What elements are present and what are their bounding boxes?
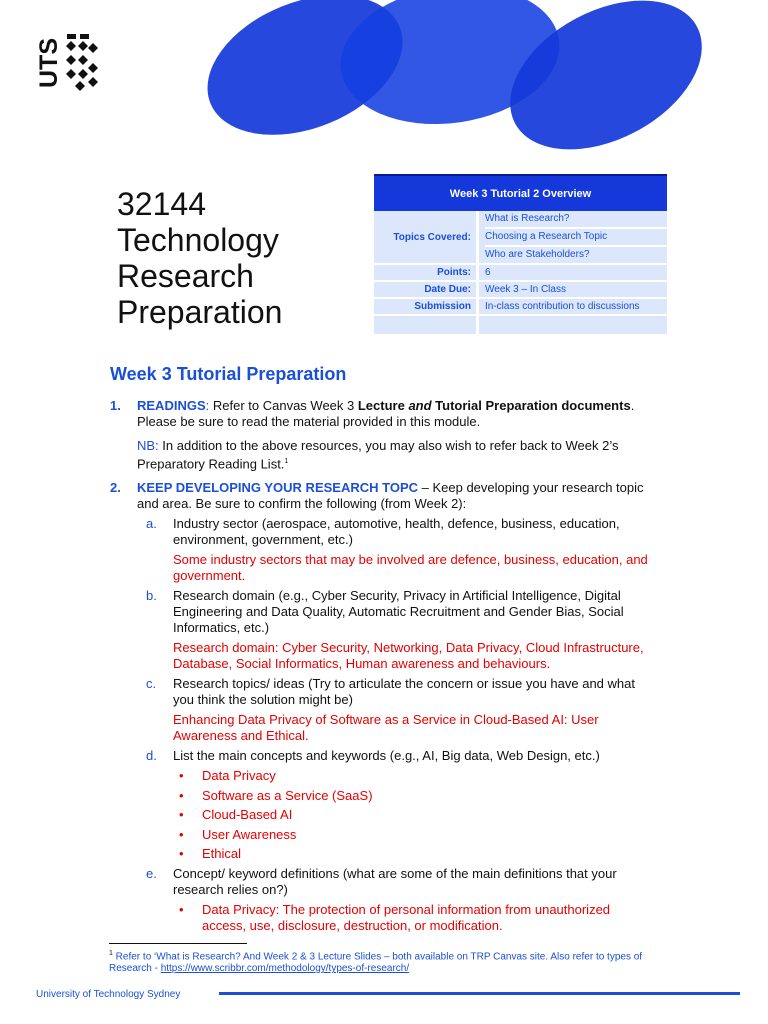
readings-paragraph xyxy=(137,398,650,430)
footnote-link[interactable]: https://www.scribbr.com/methodology/types-of-research/ xyxy=(160,963,410,975)
nb-text: In addition to the above resources, you may also wish to refer back to Week 2’s Preparatory Reading List. xyxy=(137,438,619,472)
research-topic-label: KEEP DEVELOPING YOUR RESEARCH TOPC xyxy=(137,480,419,496)
topic-item: Choosing a Research Topic xyxy=(485,229,667,247)
readings-text: . Please be sure to read the material provided in this module. xyxy=(137,398,635,429)
sub-question: Research domain (e.g., Cyber Security, Privacy in Artificial Intelligence, Digital Engineering and Data Quality, Automatic Recruitment and Gender Bias, Social Informatics, etc.) xyxy=(173,588,624,636)
sub-question: List the main concepts and keywords (e.g., AI, Big data, Web Design, etc.) xyxy=(173,748,600,764)
course-title xyxy=(117,186,357,330)
course-title-line: Preparation xyxy=(117,294,283,330)
keyword-item: • Software as a Service (SaaS) xyxy=(179,787,373,803)
sub-letter: d. xyxy=(146,748,157,764)
readings-colon: : xyxy=(205,398,210,413)
submission-label: Submission xyxy=(374,299,479,316)
item-number: 1. xyxy=(110,398,121,413)
keyword-list xyxy=(173,768,650,862)
sub-item-c xyxy=(137,676,650,744)
bullet-icon: • xyxy=(179,768,184,784)
research-topic-item xyxy=(110,480,650,934)
readings-bold-italic: and xyxy=(408,398,432,413)
sub-item-d xyxy=(137,748,650,862)
header-ellipses xyxy=(0,0,768,160)
footnote-divider xyxy=(109,943,247,944)
overview-title: Week 3 Tutorial 2 Overview xyxy=(374,174,667,211)
research-topic-text: – Keep developing your research topic and area. Be sure to confirm the following (from Week 2): xyxy=(137,480,644,512)
due-value: Week 3 – In Class xyxy=(479,282,667,299)
sub-letter: b. xyxy=(146,588,157,604)
overview-table xyxy=(374,174,667,336)
footnote-ref[interactable]: 1 xyxy=(284,458,289,465)
sub-item-b xyxy=(137,588,650,672)
due-label: Date Due: xyxy=(374,282,479,299)
course-title-line: Technology xyxy=(117,222,279,258)
definition-list xyxy=(173,902,650,934)
course-title-line: Research xyxy=(117,258,254,294)
points-value: 6 xyxy=(479,265,667,282)
sub-answer: Some industry sectors that may be involved are defence, business, education, and government. xyxy=(173,552,648,584)
footer-university: University of Technology Sydney xyxy=(36,989,181,1000)
bullet-icon: • xyxy=(179,846,184,862)
research-topic-paragraph xyxy=(137,480,650,512)
readings-text: Refer to Canvas Week 3 xyxy=(209,398,358,413)
footnote-text: Refer to ‘What is Research? And Week 2 & 3 Lecture Slides – both available on TRP Canvas site. Also refer to types of Research - xyxy=(109,951,643,975)
readings-bold: Tutorial Preparation documents xyxy=(431,398,631,413)
item-number: 2. xyxy=(110,480,121,496)
points-label: Points: xyxy=(374,265,479,282)
sub-item-e xyxy=(137,866,650,934)
bullet-icon: • xyxy=(179,807,184,823)
sub-letter: c. xyxy=(146,676,157,692)
keyword-item: • Cloud-Based AI xyxy=(179,807,293,823)
definition-item: • Data Privacy: The protection of personal information from unauthorized access, use, disclosure, destruction, or modification. xyxy=(179,902,611,934)
readings-label: READINGS xyxy=(137,398,206,413)
bullet-icon: • xyxy=(179,902,184,918)
keyword-item: • Ethical xyxy=(179,846,242,862)
bullet-icon: • xyxy=(179,787,184,803)
sub-letter: a. xyxy=(146,516,157,532)
nb-paragraph xyxy=(137,438,650,472)
course-code: 32144 xyxy=(117,186,206,222)
uts-logo-text: UTS xyxy=(35,38,63,88)
sub-question: Concept/ keyword definitions (what are some of the main definitions that your research relies on?) xyxy=(173,866,617,898)
readings-item xyxy=(110,398,650,472)
keyword-item: • Data Privacy xyxy=(179,768,276,784)
topics-cell xyxy=(479,211,667,265)
submission-value: In-class contribution to discussions xyxy=(479,299,667,316)
topic-item: Who are Stakeholders? xyxy=(485,249,590,260)
topics-label: Topics Covered: xyxy=(374,211,479,265)
topic-item: What is Research? xyxy=(485,211,667,229)
footnote xyxy=(109,948,669,975)
sub-answer: Enhancing Data Privacy of Software as a Service in Cloud-Based AI: User Awareness and Ethical. xyxy=(173,712,599,744)
empty-cell xyxy=(479,316,667,336)
footer-rule xyxy=(219,992,740,995)
readings-bold: Lecture xyxy=(357,398,409,413)
empty-cell xyxy=(374,316,479,336)
section-heading: Week 3 Tutorial Preparation xyxy=(110,364,347,384)
nb-label: NB: xyxy=(137,438,159,453)
bullet-icon: • xyxy=(179,826,184,842)
sub-answer: Research domain: Cyber Security, Networking, Data Privacy, Cloud Infrastructure, Database, Social Informatics, Human awareness and behaviours. xyxy=(173,640,644,672)
sub-item-a xyxy=(137,516,650,584)
keyword-item: • User Awareness xyxy=(179,826,297,842)
sub-question: Research topics/ ideas (Try to articulate the concern or issue you have and what you think the solution might be) xyxy=(173,676,635,708)
tutorial-content xyxy=(110,398,650,942)
sub-question: Industry sector (aerospace, automotive, health, defence, business, education, environment, government, etc.) xyxy=(173,516,620,548)
sub-letter: e. xyxy=(146,866,157,882)
footnote-number: 1 xyxy=(109,950,113,957)
